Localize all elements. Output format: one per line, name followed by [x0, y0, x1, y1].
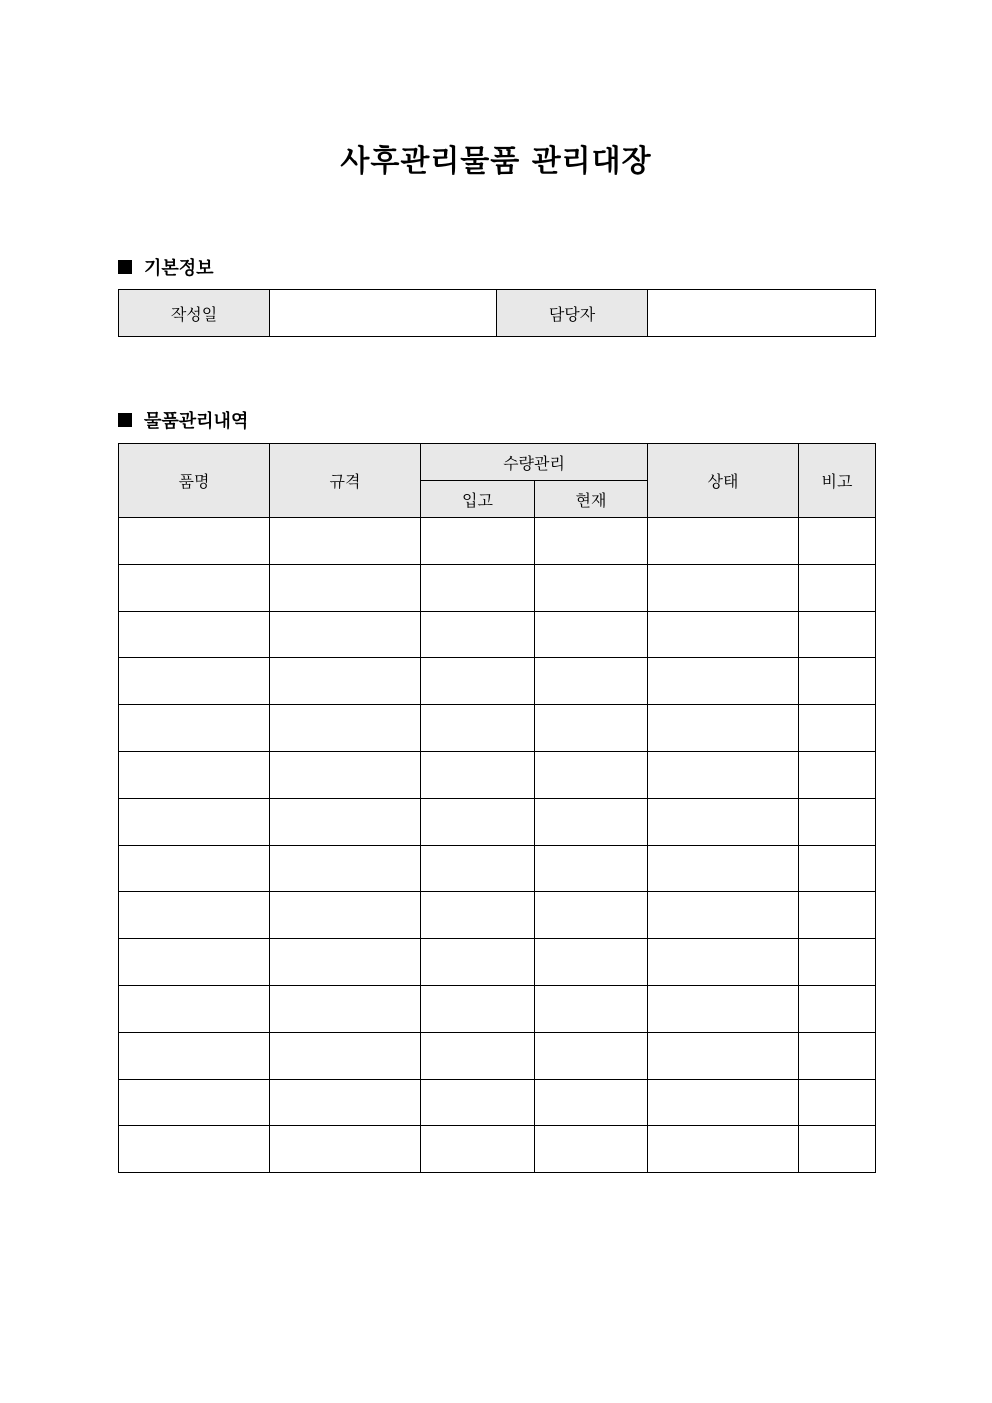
cell-current[interactable]: [535, 892, 648, 939]
cell-remarks[interactable]: [799, 518, 876, 565]
cell-spec[interactable]: [270, 564, 421, 611]
table-row: [119, 985, 876, 1032]
cell-remarks[interactable]: [799, 658, 876, 705]
cell-name[interactable]: [119, 939, 270, 986]
cell-current[interactable]: [535, 1126, 648, 1173]
cell-spec[interactable]: [270, 1032, 421, 1079]
cell-name[interactable]: [119, 1032, 270, 1079]
page-title: 사후관리물품 관리대장: [340, 144, 652, 179]
cell-status[interactable]: [648, 1126, 799, 1173]
table-row: [119, 845, 876, 892]
table-row: [119, 939, 876, 986]
cell-remarks[interactable]: [799, 939, 876, 986]
cell-current[interactable]: [535, 658, 648, 705]
manager-field[interactable]: [648, 290, 876, 337]
table-row: [119, 798, 876, 845]
cell-spec[interactable]: [270, 705, 421, 752]
col-header-received: 입고: [421, 481, 535, 518]
cell-received[interactable]: [421, 798, 535, 845]
cell-spec[interactable]: [270, 985, 421, 1032]
cell-current[interactable]: [535, 939, 648, 986]
cell-spec[interactable]: [270, 1126, 421, 1173]
cell-status[interactable]: [648, 939, 799, 986]
cell-status[interactable]: [648, 1032, 799, 1079]
items-heading: [118, 407, 248, 433]
cell-received[interactable]: [421, 658, 535, 705]
table-row: [119, 751, 876, 798]
table-row: [119, 658, 876, 705]
cell-remarks[interactable]: [799, 985, 876, 1032]
cell-name[interactable]: [119, 845, 270, 892]
cell-spec[interactable]: [270, 611, 421, 658]
table-row: [119, 1126, 876, 1173]
cell-name[interactable]: [119, 1126, 270, 1173]
cell-spec[interactable]: [270, 939, 421, 986]
cell-current[interactable]: [535, 611, 648, 658]
cell-remarks[interactable]: [799, 751, 876, 798]
col-header-current: 현재: [535, 481, 648, 518]
cell-spec[interactable]: [270, 845, 421, 892]
cell-name[interactable]: [119, 1079, 270, 1126]
cell-received[interactable]: [421, 845, 535, 892]
table-row: [119, 892, 876, 939]
cell-remarks[interactable]: [799, 1079, 876, 1126]
table-row: [119, 1032, 876, 1079]
cell-status[interactable]: [648, 564, 799, 611]
cell-status[interactable]: [648, 751, 799, 798]
cell-status[interactable]: [648, 798, 799, 845]
col-header-spec: 규격: [270, 444, 421, 518]
cell-name[interactable]: [119, 798, 270, 845]
cell-remarks[interactable]: [799, 798, 876, 845]
cell-received[interactable]: [421, 892, 535, 939]
cell-remarks[interactable]: [799, 705, 876, 752]
table-row: [119, 1079, 876, 1126]
cell-current[interactable]: [535, 751, 648, 798]
cell-spec[interactable]: [270, 798, 421, 845]
table-row: [119, 564, 876, 611]
cell-name[interactable]: [119, 564, 270, 611]
cell-status[interactable]: [648, 658, 799, 705]
basic-info-heading-label: 기본정보: [144, 258, 214, 279]
cell-current[interactable]: [535, 518, 648, 565]
cell-spec[interactable]: [270, 751, 421, 798]
cell-spec[interactable]: [270, 658, 421, 705]
col-header-name: 품명: [119, 444, 270, 518]
cell-current[interactable]: [535, 985, 648, 1032]
manager-label: 담당자: [497, 290, 648, 337]
cell-status[interactable]: [648, 611, 799, 658]
cell-current[interactable]: [535, 845, 648, 892]
cell-name[interactable]: [119, 751, 270, 798]
cell-received[interactable]: [421, 985, 535, 1032]
cell-received[interactable]: [421, 564, 535, 611]
cell-remarks[interactable]: [799, 892, 876, 939]
date-label: 작성일: [119, 290, 270, 337]
cell-received[interactable]: [421, 518, 535, 565]
cell-spec[interactable]: [270, 518, 421, 565]
cell-status[interactable]: [648, 985, 799, 1032]
cell-remarks[interactable]: [799, 1032, 876, 1079]
cell-status[interactable]: [648, 705, 799, 752]
cell-remarks[interactable]: [799, 564, 876, 611]
cell-current[interactable]: [535, 1079, 648, 1126]
items-table: [118, 443, 876, 1173]
cell-received[interactable]: [421, 751, 535, 798]
cell-status[interactable]: [648, 1079, 799, 1126]
cell-name[interactable]: [119, 892, 270, 939]
cell-remarks[interactable]: [799, 845, 876, 892]
cell-name[interactable]: [119, 611, 270, 658]
table-row: [119, 611, 876, 658]
cell-spec[interactable]: [270, 892, 421, 939]
cell-received[interactable]: [421, 1079, 535, 1126]
cell-received[interactable]: [421, 939, 535, 986]
basic-info-heading: [118, 254, 214, 280]
cell-remarks[interactable]: [799, 611, 876, 658]
cell-remarks[interactable]: [799, 1126, 876, 1173]
col-header-remarks: 비고: [799, 444, 876, 518]
cell-name[interactable]: [119, 985, 270, 1032]
cell-name[interactable]: [119, 705, 270, 752]
cell-name[interactable]: [119, 518, 270, 565]
cell-name[interactable]: [119, 658, 270, 705]
col-header-status: 상태: [648, 444, 799, 518]
cell-received[interactable]: [421, 1032, 535, 1079]
cell-received[interactable]: [421, 611, 535, 658]
cell-spec[interactable]: [270, 1079, 421, 1126]
square-bullet-icon: [118, 413, 132, 427]
cell-current[interactable]: [535, 1032, 648, 1079]
cell-received[interactable]: [421, 705, 535, 752]
items-heading-label: 물품관리내역: [144, 411, 249, 432]
cell-status[interactable]: [648, 892, 799, 939]
cell-current[interactable]: [535, 705, 648, 752]
cell-current[interactable]: [535, 798, 648, 845]
table-row: [119, 705, 876, 752]
col-header-quantity: 수량관리: [421, 444, 648, 481]
basic-info-table: [118, 289, 876, 337]
square-bullet-icon: [118, 260, 132, 274]
cell-current[interactable]: [535, 564, 648, 611]
date-field[interactable]: [270, 290, 497, 337]
cell-status[interactable]: [648, 845, 799, 892]
table-row: [119, 518, 876, 565]
cell-status[interactable]: [648, 518, 799, 565]
cell-received[interactable]: [421, 1126, 535, 1173]
